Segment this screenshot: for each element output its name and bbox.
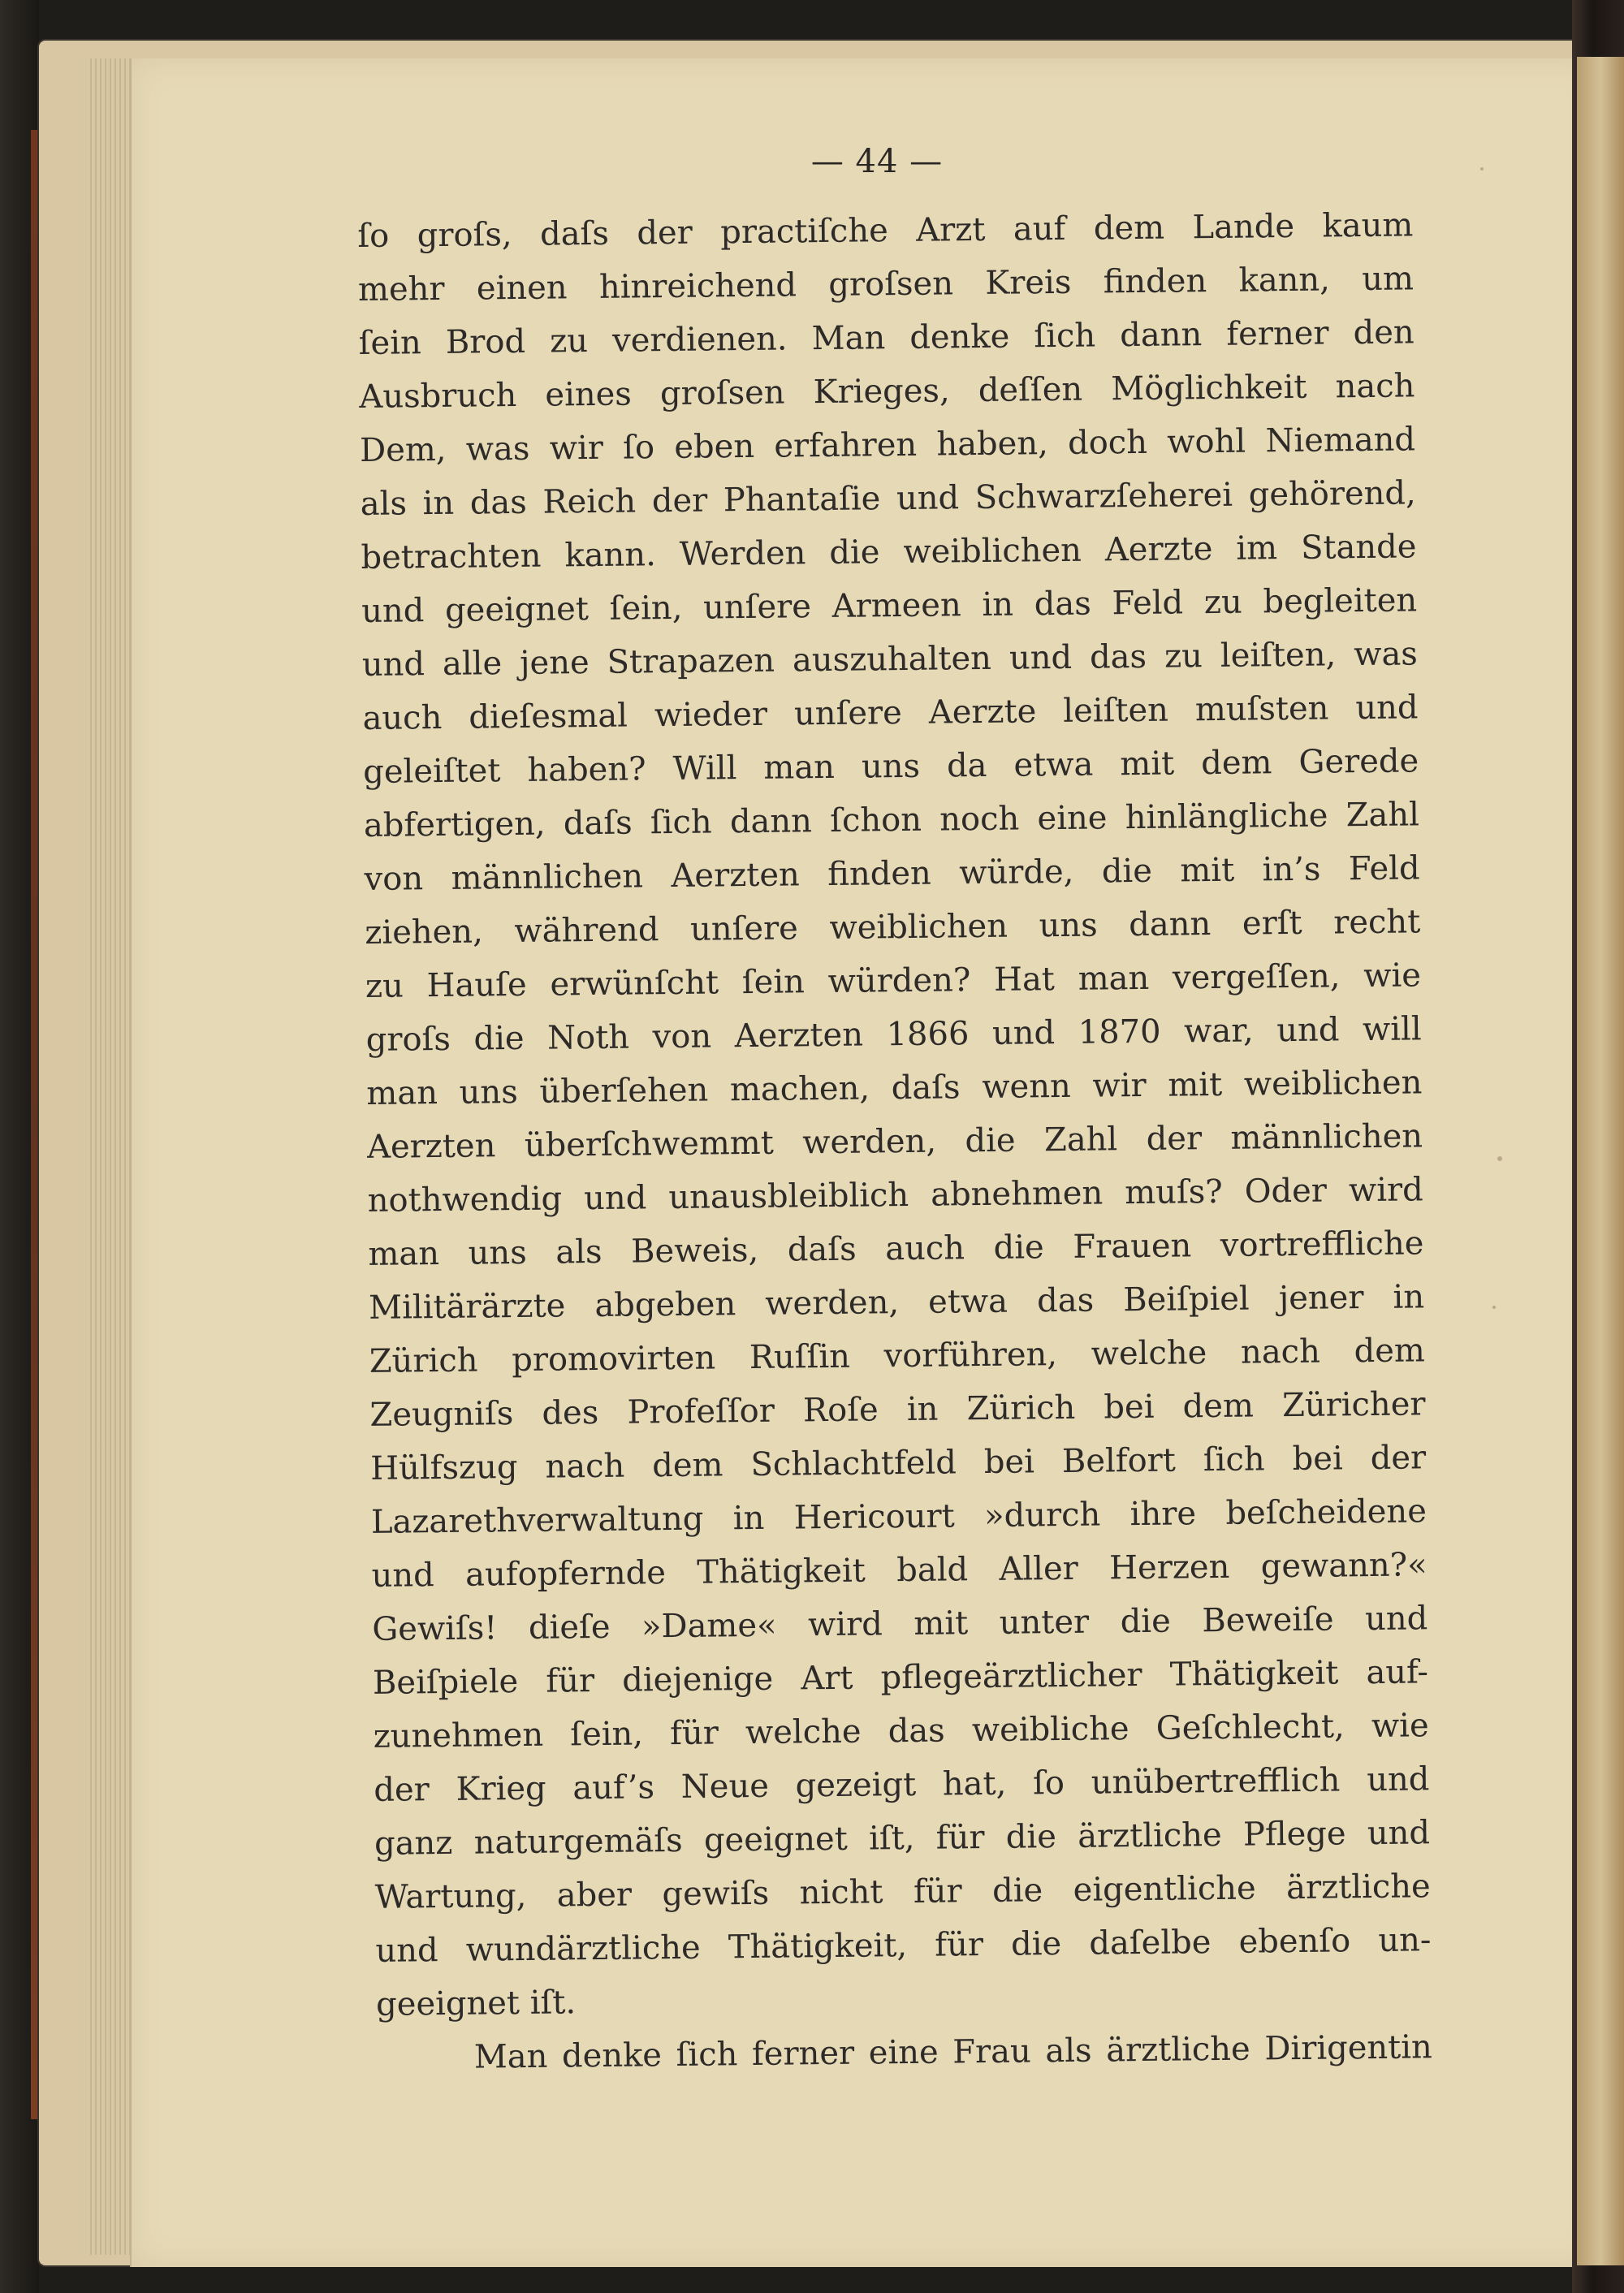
text-line: von männlichen Aerzten finden würde, die mit in’s Feld xyxy=(364,849,1420,898)
text-line: als in das Reich der Phantaſie und Schwarzſeherei gehörend, xyxy=(360,474,1416,523)
text-line: nothwendig und unausbleiblich abnehmen muſs? Oder wird xyxy=(367,1171,1423,1220)
text-line: Zeugniſs des Profeſſor Roſe in Zürich bei dem Züricher xyxy=(369,1385,1426,1434)
text-line: abfertigen, daſs ſich dann ſchon noch eine hinlängliche Zahl xyxy=(363,796,1420,844)
text-line: man uns überſehen machen, daſs wenn wir mit weiblichen xyxy=(366,1064,1423,1112)
paper-speck xyxy=(1480,167,1484,171)
text-line: geleiſtet haben? Will man uns da etwa mit dem Gerede xyxy=(363,742,1419,791)
body-text xyxy=(357,198,1432,2084)
right-page-edge xyxy=(1577,57,1624,2265)
text-line: zu Hauſe erwünſcht ſein würden? Hat man vergeſſen, wie xyxy=(365,956,1422,1005)
text-line: geeignet iſt. xyxy=(375,1984,577,2023)
text-line: Militärärzte abgeben werden, etwa das Beiſpiel jener in xyxy=(368,1278,1425,1327)
text-line: Wartung, aber gewiſs nicht für die eigentliche ärztliche xyxy=(374,1868,1431,1916)
text-line: Hülfszug nach dem Schlachtfeld bei Belfort ſich bei der xyxy=(370,1439,1427,1488)
text-line: Beiſpiele für diejenige Art pflegeärztlicher Thätigkeit auf- xyxy=(372,1653,1429,1702)
text-line: Aerzten überſchwemmt werden, die Zahl der männlichen xyxy=(366,1117,1423,1166)
text-line: Dem, was wir ſo eben erfahren haben, doch wohl Niemand xyxy=(359,421,1416,469)
page-number: — 44 — xyxy=(810,143,944,180)
text-line: und wundärztliche Thätigkeit, für die daſelbe ebenſo un- xyxy=(375,1921,1432,1970)
text-line: und aufopfernde Thätigkeit bald Aller Herzen gewann?« xyxy=(371,1546,1427,1595)
text-line: auch dieſesmal wieder unſere Aerzte leiſten muſsten und xyxy=(362,689,1419,737)
text-line: ziehen, während unſere weiblichen uns dann erſt recht xyxy=(365,903,1421,952)
text-line: Zürich promovirten Ruſſin vorführen, welche nach dem xyxy=(369,1332,1426,1380)
text-line: groſs die Noth von Aerzten 1866 und 1870 war, und will xyxy=(365,1010,1422,1059)
text-line: und alle jene Strapazen auszuhalten und das zu leiſten, was xyxy=(361,635,1419,684)
text-line: Ausbruch eines groſsen Krieges, deſſen Möglichkeit nach xyxy=(359,367,1415,416)
text-line: man uns als Beweis, daſs auch die Frauen vortreffliche xyxy=(368,1224,1424,1273)
text-line: Lazarethverwaltung in Hericourt »durch ihre beſcheidene xyxy=(370,1492,1427,1541)
text-line: mehr einen hinreichend groſsen Kreis finden kann, um xyxy=(357,260,1415,309)
left-book-edge xyxy=(31,130,37,2119)
text-line: der Krieg auf’s Neue gezeigt hat, ſo unübertrefflich und xyxy=(374,1760,1430,1809)
text-line: ganz naturgemäſs geeignet iſt, für die ärztliche Pflege und xyxy=(374,1814,1431,1863)
text-line: zunehmen ſein, für welche das weibliche Geſchlecht, wie xyxy=(373,1707,1429,1755)
paper-speck xyxy=(1497,1156,1502,1161)
text-line-paragraph-start: Man denke ſich ferner eine Frau als ärztliche Dirigentin xyxy=(473,2028,1433,2076)
text-line: ſein Brod zu verdienen. Man denke ſich dann ferner den xyxy=(358,313,1415,362)
text-line: ſo groſs, daſs der practiſche Arzt auf dem Lande kaum xyxy=(357,206,1414,255)
paper-speck xyxy=(1492,1306,1496,1309)
text-line: Gewiſs! dieſe »Dame« wird mit unter die Beweiſe und xyxy=(372,1600,1428,1648)
text-line: und geeignet ſein, unſere Armeen in das Feld zu begleiten xyxy=(361,581,1418,630)
text-line: betrachten kann. Werden die weiblichen Aerzte im Stande xyxy=(361,528,1417,576)
